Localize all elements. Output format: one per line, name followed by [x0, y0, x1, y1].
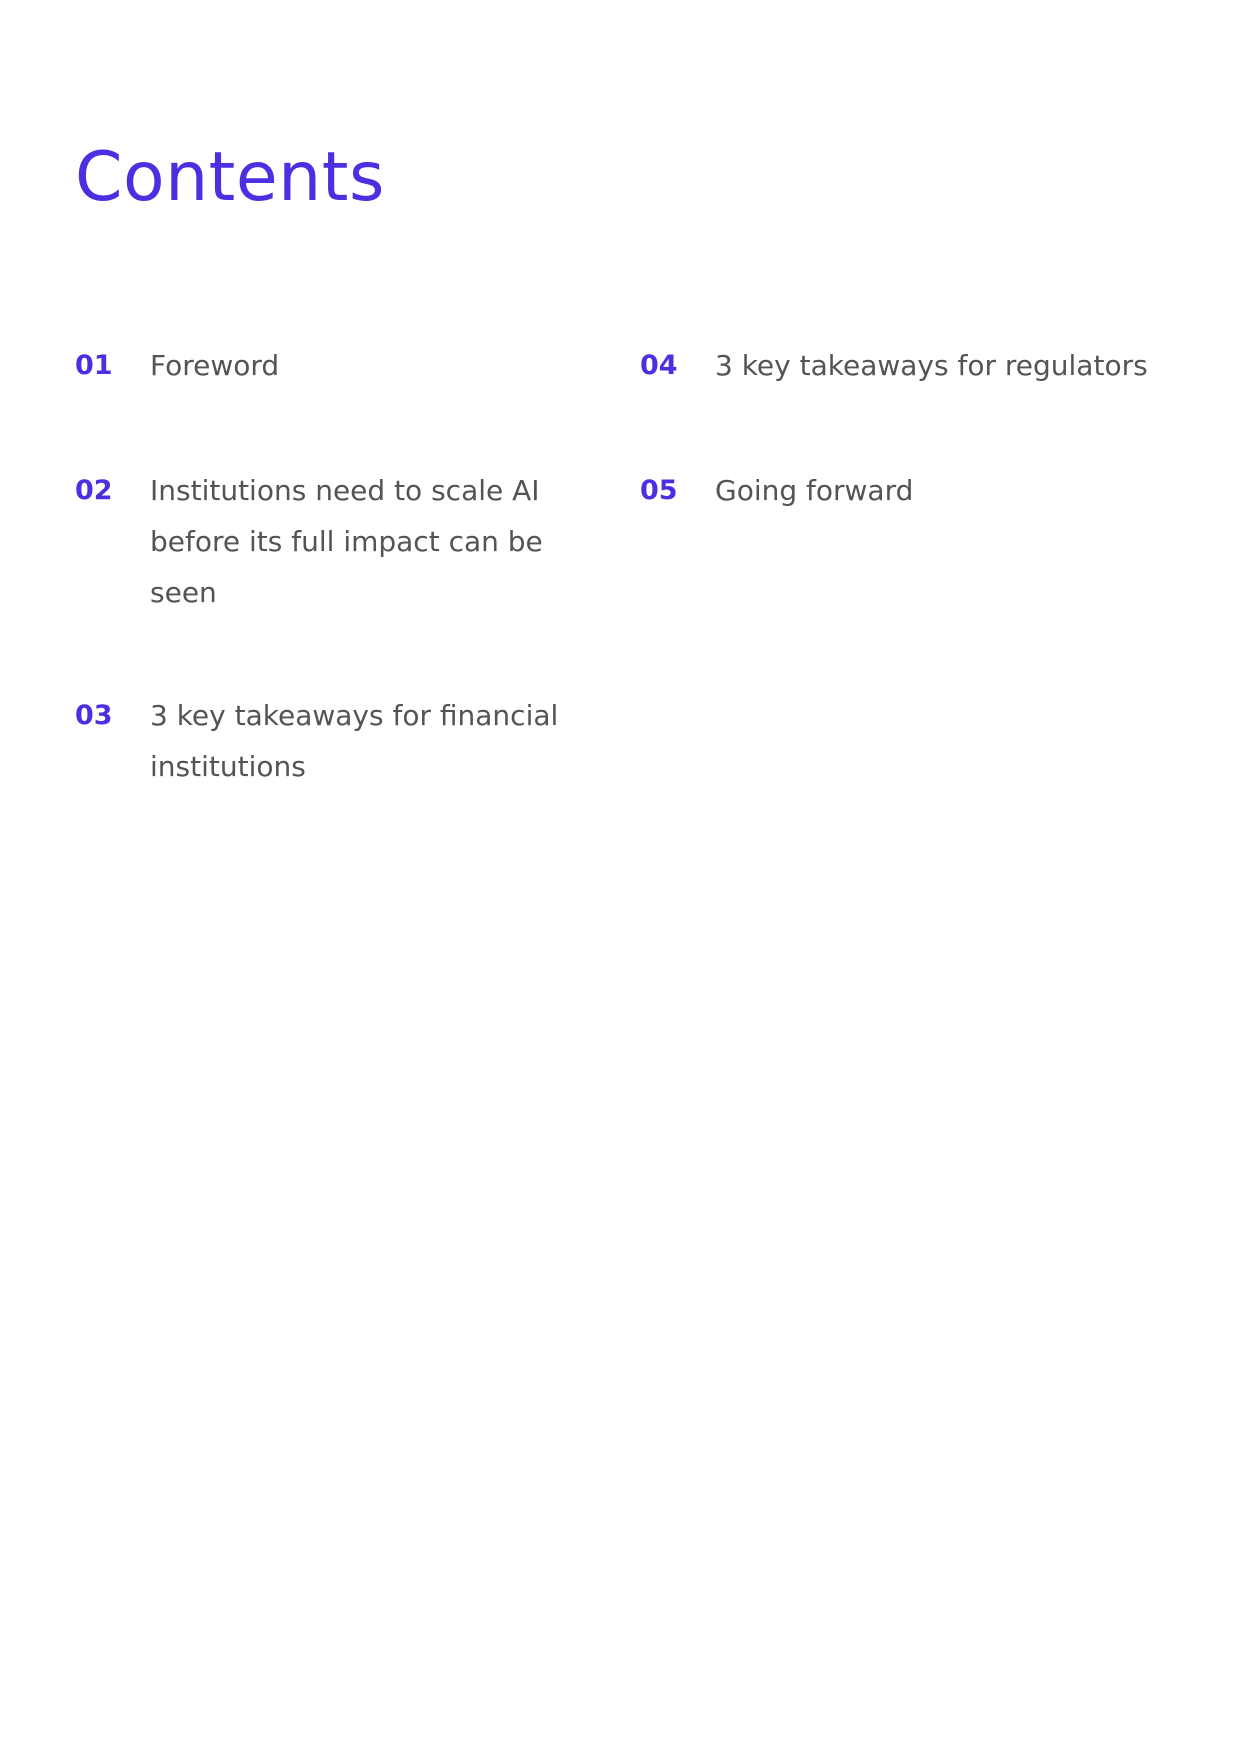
toc-item-label: Foreword: [150, 349, 280, 382]
toc-item-label: Institutions need to scale AI before its full impact can be seen: [150, 474, 543, 609]
toc-item-label: 3 key takeaways for financial institutions: [150, 699, 559, 783]
toc-item-number: 02: [75, 475, 113, 506]
toc-item-number: 05: [640, 475, 678, 506]
toc-item-number: 04: [640, 350, 678, 381]
toc-item-number: 03: [75, 700, 113, 731]
toc-item-takeaways-regulators[interactable]: [640, 340, 1200, 391]
toc-item-label: Going forward: [715, 474, 914, 507]
page-title: Contents: [75, 138, 385, 217]
toc-item-takeaways-financial-institutions[interactable]: [75, 690, 575, 792]
toc-item-number: 01: [75, 350, 113, 381]
toc-item-going-forward[interactable]: [640, 465, 1200, 516]
toc-item-label: 3 key takeaways for regulators: [715, 349, 1148, 382]
toc-item-institutions-scale-ai[interactable]: [75, 465, 575, 618]
toc-item-foreword[interactable]: [75, 340, 575, 391]
